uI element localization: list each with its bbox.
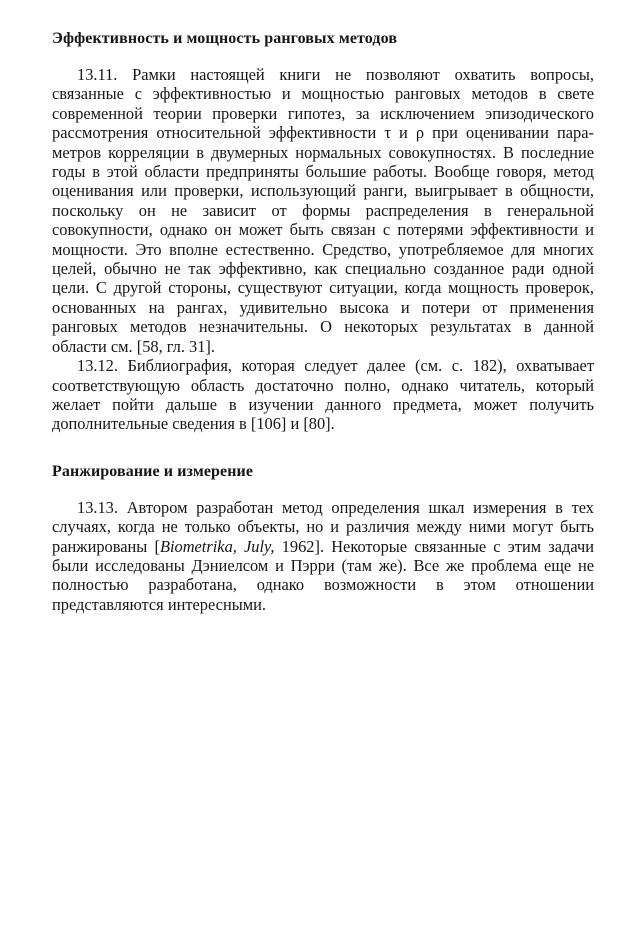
paragraph-number: 13.12. xyxy=(77,356,118,376)
document-page xyxy=(52,29,594,614)
paragraph-text: Автором разработан метод определения шкал измерения в тех случаях, когда не только объекты, но и различия между ними могут быть ранжированы [ xyxy=(52,497,594,556)
paragraph-number: 13.11. xyxy=(77,65,118,84)
paragraph-text: Рамки настоящей книги не позволяют охватить вопросы, связанные с эффективностью и мощностью ранговых методов в свете современной теории проверки гипотез, за исключением эпизодического рассмотрения относительной эффективности τ и ρ при оценивании параметров корреляции в двумерных нормальных совокупностях. В последние годы в этой области предприняты большие работы. Вообще говоря, метод оценивания или проверки, использующий ранги, выигрывает в общности, поскольку он не зависит от формы распределения в генеральной совокупности, однако он может быть связан с потерями эффективности и мощности. Это вполне естественно. Средство, употребляемое для многих целей, обычно не так эффективно, как специально созданное ради одной цели. С другой стороны, существуют ситуации, когда мощность проверок, основанных на рангах, удивительно высока и потери от применения ранговых методов незначительны. О некоторых результатах в данной области см. [58, гл. 31]. xyxy=(52,65,594,356)
paragraph-text: Библиография, которая следует далее (см. с. 182), охватывает соответствующую область достаточно полно, однако читатель, который желает пойти дальше в изучении данного предмета, может получить дополнительные сведения в [106] и [80]. xyxy=(52,356,594,434)
paragraph-13-12 xyxy=(52,356,594,434)
paragraph-13-11 xyxy=(52,65,594,356)
citation-italic: Biometrika, July, xyxy=(159,536,275,556)
paragraph-13-13 xyxy=(52,498,594,614)
section-heading-efficiency: Эффективность и мощность ранговых методов xyxy=(52,30,398,47)
paragraph-number: 13.13. xyxy=(77,497,118,517)
section-heading-ranking: Ранжирование и измерение xyxy=(52,462,254,480)
paragraph-text: 1962]. Некоторые связанные с этим задачи были исследованы Дэниелсом и Пэрри (там же). Все же проблема еще не полностью разработана, однако возможности в этом отношении представляются интересными. xyxy=(52,536,594,614)
